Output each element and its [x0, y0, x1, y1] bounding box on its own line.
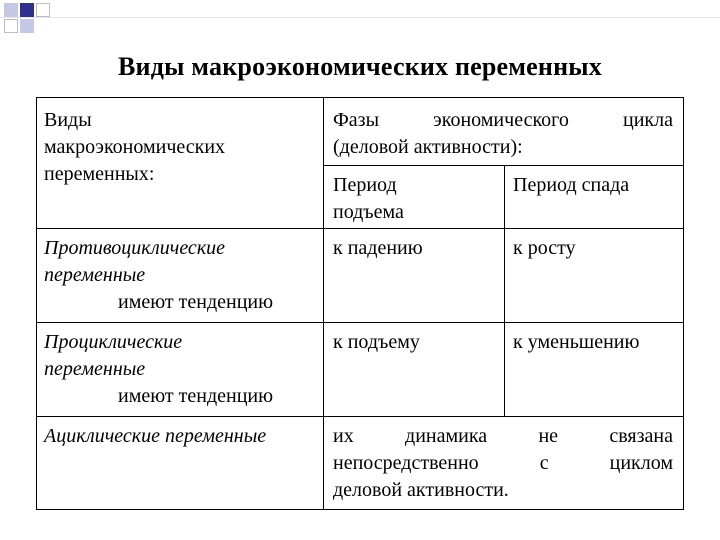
- header-line: Период: [333, 174, 397, 196]
- row-acyclic-label: Ациклические переменные: [44, 425, 267, 447]
- slide-title: Виды макроэкономических переменных: [118, 52, 602, 81]
- table-divider: [37, 416, 683, 417]
- table-divider: [323, 165, 683, 166]
- header-fall-period: Период спада: [513, 174, 630, 196]
- row-countercyclical-label: [44, 235, 319, 316]
- row-text-line: непосредственно с циклом: [333, 452, 673, 474]
- table-divider: [37, 228, 683, 229]
- header-line: переменных:: [44, 163, 155, 185]
- row-label-suffix: имеют тенденцию: [118, 291, 274, 313]
- row-countercyclical-fall: к росту: [513, 237, 576, 259]
- row-acyclic-text: [333, 423, 673, 504]
- variables-table: [36, 97, 684, 510]
- table-divider: [504, 165, 505, 416]
- table-divider: [37, 322, 683, 323]
- row-text-line: их динамика не связана: [333, 425, 673, 447]
- row-label-suffix: имеют тенденцию: [118, 385, 274, 407]
- header-line: Фазы экономического цикла: [333, 109, 673, 131]
- header-line: (деловой активности):: [333, 136, 523, 158]
- row-procyclical-label: [44, 329, 319, 410]
- decor-line: [0, 17, 720, 18]
- header-phases: [333, 107, 673, 161]
- header-variable-types: [44, 107, 319, 188]
- decor-square: [4, 3, 18, 17]
- slide-decoration: [0, 0, 720, 40]
- decor-square: [36, 3, 50, 17]
- row-procyclical-fall: к уменьшению: [513, 331, 640, 353]
- decor-square: [20, 19, 34, 33]
- row-procyclical-rise: к подъему: [333, 331, 420, 353]
- row-label-line: Проциклические: [44, 331, 183, 353]
- header-rise-period: [333, 172, 498, 226]
- header-line: подъема: [333, 201, 404, 223]
- row-text-line: деловой активности.: [333, 479, 509, 501]
- row-countercyclical-rise: к падению: [333, 237, 423, 259]
- row-label-line: Противоциклические: [44, 237, 226, 259]
- decor-square: [20, 3, 34, 17]
- row-label-line: переменные: [44, 264, 146, 286]
- header-line: Виды: [44, 109, 92, 131]
- row-label-line: переменные: [44, 358, 146, 380]
- decor-square: [4, 19, 18, 33]
- header-line: макроэкономических: [44, 136, 226, 158]
